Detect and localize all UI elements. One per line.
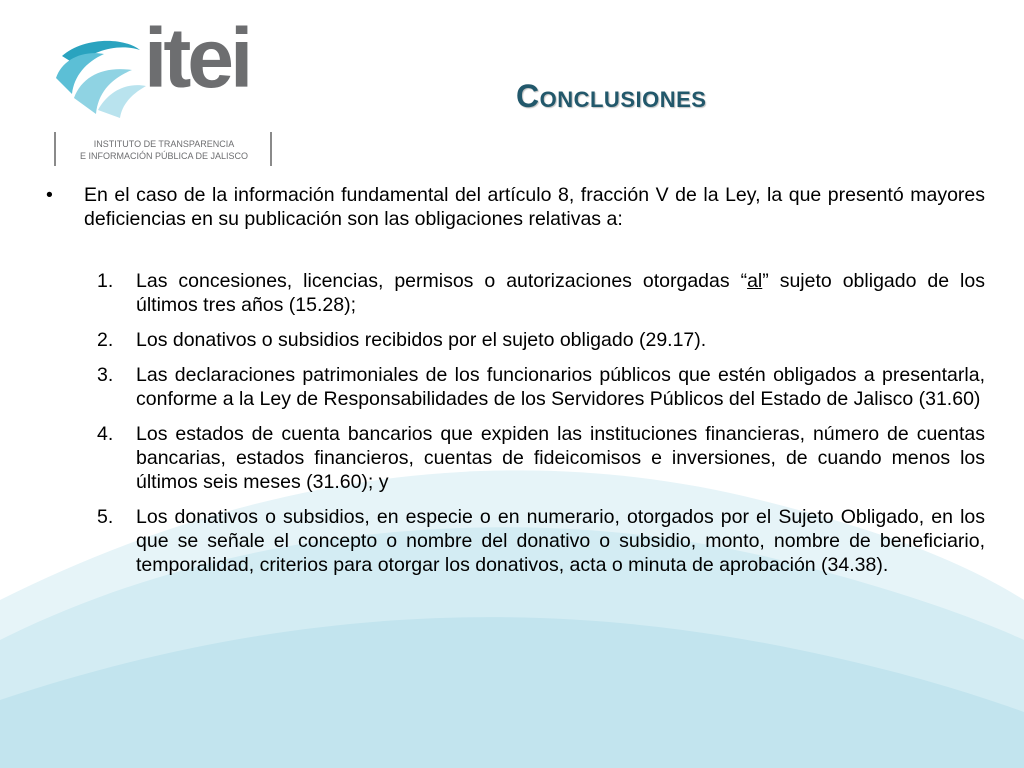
bullet-marker: • [46,184,53,206]
logo-wordmark: itei [144,11,250,105]
list-item [40,505,985,577]
logo-subtitle [64,138,264,162]
intro-text: En el caso de la información fundamental del artículo 8, fracción V de la Ley, la que presentó mayores deficiencias en su publicación son las obligaciones relativas a: [84,184,985,230]
list-item [40,328,985,352]
item-text-before: Las concesiones, licencias, permisos o autorizaciones otorgadas “ [136,270,748,292]
itei-logo [52,11,292,170]
intro-bullet [40,183,985,231]
item-text: Los estados de cuenta bancarios que expiden las instituciones financieras, número de cuentas bancarias, estados financieros, cuentas de fideicomisos e inversiones, de cuando menos los últimos seis meses (31.60); y [136,423,985,493]
logo-subtitle-line1: INSTITUTO DE TRANSPARENCIA [93,139,235,149]
item-number: 1. [97,270,114,292]
numbered-list [40,269,985,577]
item-number: 4. [97,423,114,445]
item-number: 5. [97,506,114,528]
item-text-underlined: al [747,270,763,292]
itei-swirl-icon [52,36,148,120]
list-item [40,363,985,411]
item-text-after: ” sujeto obligado de los últimos tres años (15.28); [136,270,985,316]
item-text: Los donativos o subsidios recibidos por el sujeto obligado (29.17). [136,329,707,351]
slide-content [40,183,985,588]
logo-subtitle-line2: E INFORMACIÓN PÚBLICA DE JALISCO [79,151,249,161]
logo-divider-right [270,132,272,166]
item-number: 3. [97,364,114,386]
list-item [40,422,985,494]
logo-divider-left [54,132,56,166]
slide-title: Conclusiones [516,78,707,114]
item-text: Los donativos o subsidios, en especie o en numerario, otorgados por el Sujeto Obligado, en los que se señale el concepto o nombre del donativo o subsidio, monto, nombre de beneficiario, temporalidad, criterios para otorgar los donativos, acta o minuta de aprobación (34.38). [136,506,985,576]
list-item [40,269,985,317]
item-number: 2. [97,329,114,351]
item-text [136,269,985,317]
item-text: Las declaraciones patrimoniales de los funcionarios públicos que estén obligados a presentarla, conforme a la Ley de Responsabilidades de los Servidores Públicos del Estado de Jalisco (31.60) [136,364,985,410]
